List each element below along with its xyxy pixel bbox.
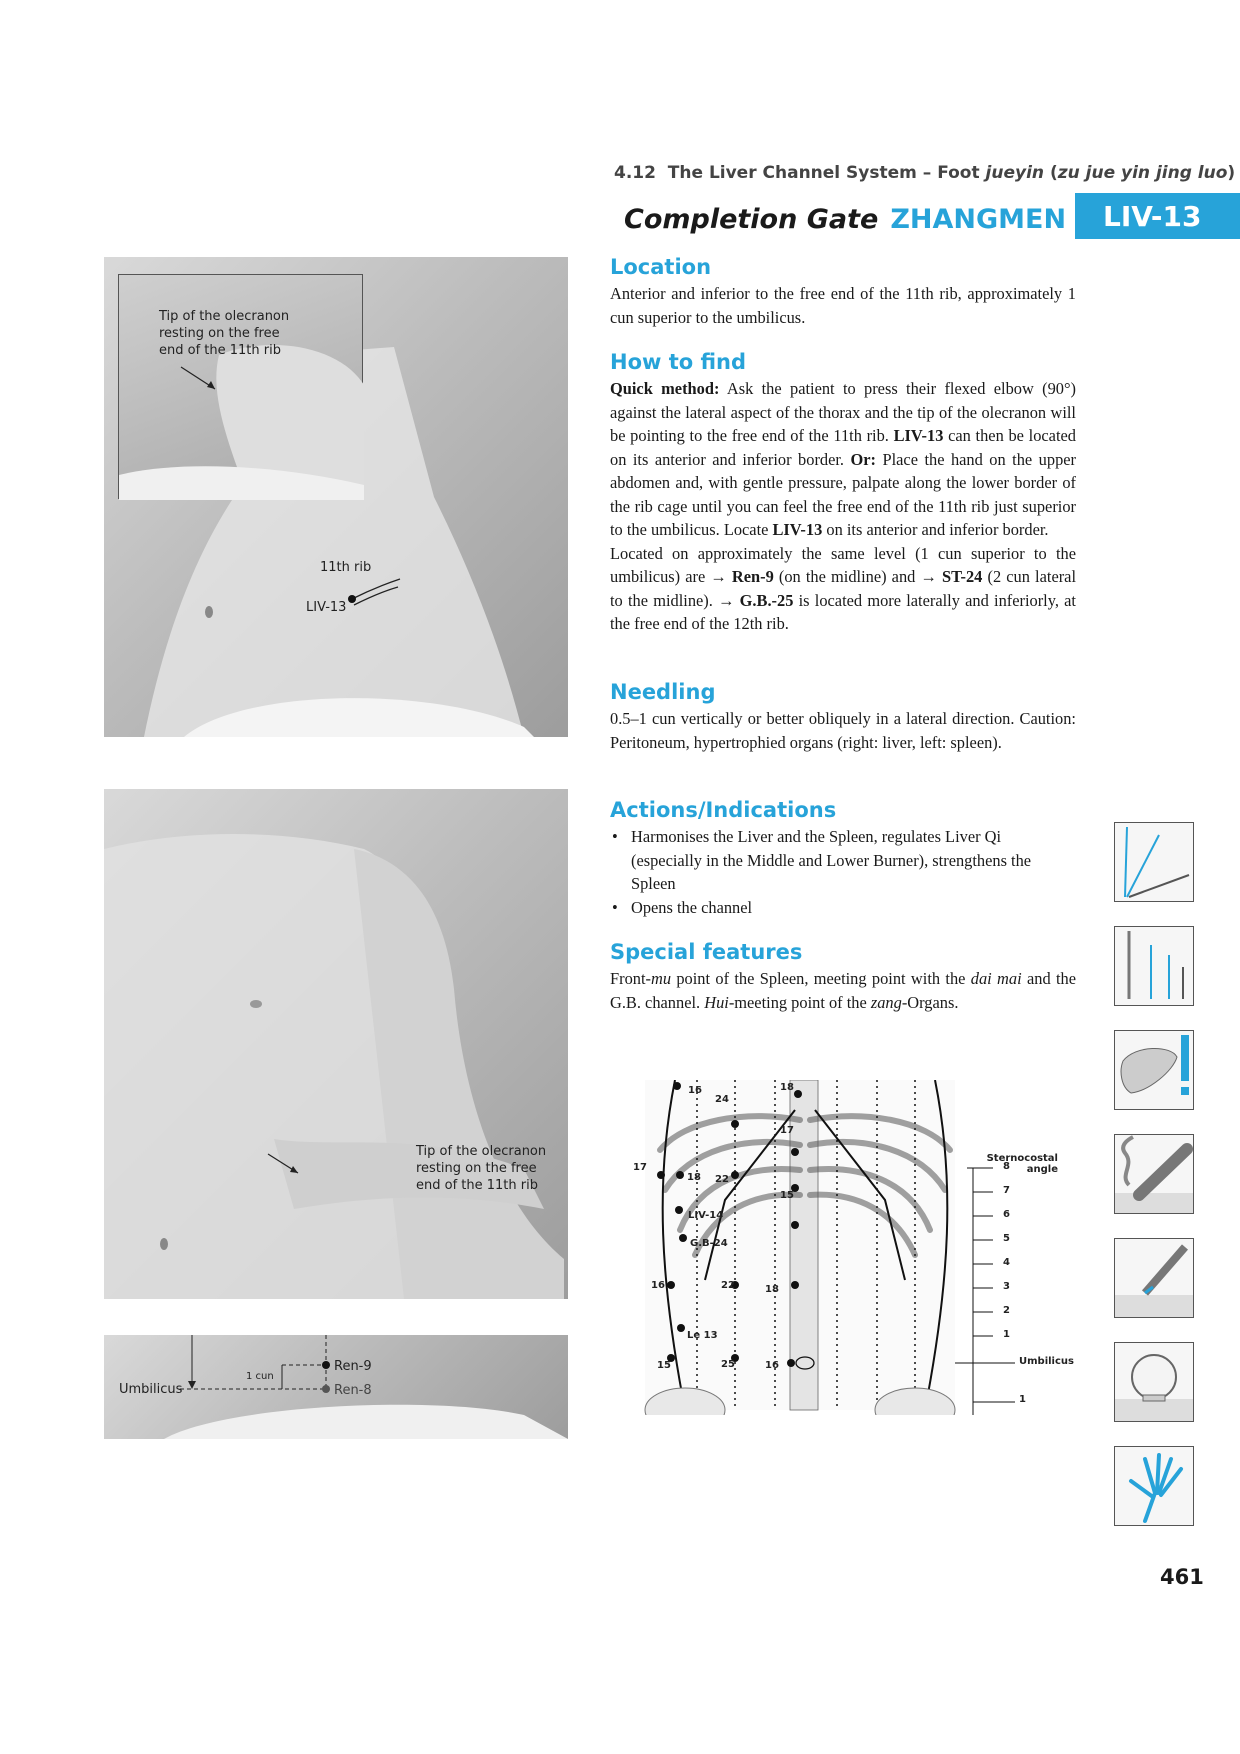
page-number: 461 [1160, 1565, 1204, 1589]
howto-p2a: Located on approximately the same level (1 cun superior to the umbilicus) are [610, 543, 1076, 586]
diagram-label: 18 [780, 1082, 794, 1093]
cutaneous-needle-drawing [1115, 1239, 1193, 1317]
actions-heading: Actions/Indications [610, 798, 837, 822]
diagram-label: 17 [633, 1162, 647, 1173]
howto-text-1 [610, 377, 1076, 542]
howto-p1c: Place the hand on the upper abdomen and, with gentle pressure, palpate along the lower border of the rib cage until you can feel the free end of the 11th rib just superior to the umbilicus. Locate [610, 449, 1076, 539]
umbilicus-scale-label: Umbilicus [1019, 1356, 1074, 1367]
howto-heading: How to find [610, 350, 747, 374]
needle-types-icon [1114, 926, 1194, 1006]
ref-ren9: → Ren-9 [710, 567, 774, 586]
inset-photo [118, 274, 363, 499]
special-mu: mu [650, 969, 672, 988]
howto-liv13-a: LIV-13 [893, 426, 944, 445]
diagram-label: 17 [780, 1125, 794, 1136]
diagram-label: 22 [721, 1280, 735, 1291]
photo-top [104, 257, 568, 737]
actions-list [610, 825, 1076, 919]
ref-st24: → ST-24 [920, 567, 983, 586]
special-dai-mai: dai mai [970, 969, 1022, 988]
liv13-label: LIV-13 [306, 600, 347, 615]
cupping-drawing [1115, 1343, 1193, 1421]
scale-label: 5 [1003, 1233, 1010, 1244]
scale-label: 8 [1003, 1161, 1010, 1172]
diagram-label: 18 [687, 1172, 701, 1183]
ribcage-drawing [615, 1080, 1055, 1415]
diagram-label: 16 [765, 1360, 779, 1371]
ren9-label: Ren-9 [334, 1359, 372, 1374]
moxa-stick-icon [1114, 1134, 1194, 1214]
ribcage-diagram [615, 1080, 1074, 1415]
diagram-label: 24 [715, 1094, 729, 1105]
sternocostal-label: Sternocostal angle [986, 1153, 1058, 1175]
chapter-paren-close: ) [1227, 163, 1236, 183]
special-heading: Special features [610, 940, 803, 964]
actions-item: • Harmonises the Liver and the Spleen, regulates Liver Qi (especially in the Middle and Lower Burner), strengthens the Spleen [610, 825, 1076, 896]
torso-illustration-middle [104, 789, 568, 1299]
diagram-label: 25 [721, 1359, 735, 1370]
actions-section [610, 798, 1076, 919]
howto-text-2 [610, 542, 1076, 636]
diagram-label: 15 [780, 1190, 794, 1201]
chapter-jueyin: jueyin [985, 163, 1045, 183]
scale-label: 1 [1019, 1394, 1026, 1405]
howto-p2c: (2 cun lateral to the midline). [610, 567, 1077, 610]
rib-label: 11th rib [320, 560, 372, 575]
chapter-number: 4.12 [614, 163, 656, 183]
special-zang: zang [870, 992, 902, 1012]
liv13-point-dot [348, 595, 356, 603]
photo-bottom [104, 1335, 568, 1439]
howto-or: Or: [850, 449, 876, 469]
special-section [610, 940, 1076, 1014]
cun-label: 1 cun [246, 1371, 274, 1382]
diagram-label-le13: Le 13 [687, 1330, 718, 1341]
hand-bones-drawing [1115, 1447, 1193, 1525]
ref-gb25: → G.B.-25 [718, 590, 794, 610]
needling-text: 0.5–1 cun vertically or better obliquely in a lateral direction. Caution: Peritoneum, hypertrophied organs (right: liver, left: spleen). [610, 709, 1076, 752]
inset-label: Tip of the olecranon resting on the free end of the 11th rib [159, 309, 290, 358]
rib-marker [348, 573, 408, 613]
title-english: Completion Gate [624, 203, 879, 235]
howto-section [610, 350, 1076, 636]
cutaneous-needle-icon [1114, 1238, 1194, 1318]
location-section [610, 255, 1076, 329]
special-b: point of the Spleen, meeting point with the [671, 969, 971, 988]
needle-types-drawing [1115, 927, 1193, 1005]
howto-p1b: can then be located on its anterior and inferior border. [610, 426, 1076, 469]
point-code: LIV-13 [1103, 199, 1202, 233]
hand-bones-icon [1114, 1446, 1194, 1526]
location-heading: Location [610, 255, 712, 279]
diagram-label: 15 [657, 1360, 671, 1371]
cupping-icon [1114, 1342, 1194, 1422]
scale-label: 3 [1003, 1281, 1010, 1292]
actions-item: • Opens the channel [610, 896, 1076, 920]
chapter-heading [614, 163, 1235, 183]
quick-method-label: Quick method: [610, 379, 720, 398]
scale-label: 2 [1003, 1305, 1010, 1316]
point-code-badge [1075, 193, 1240, 239]
howto-p2d: is located more laterally and inferiorly, at the free end of the 12th rib. [610, 590, 1076, 633]
point-title [624, 195, 1066, 243]
scale-label: 1 [1003, 1329, 1010, 1340]
diagram-label-gb24: G.B-24 [690, 1238, 728, 1249]
howto-p1d: on its anterior and inferior border. [822, 520, 1049, 539]
diagram-label: 16 [688, 1085, 702, 1096]
location-text: Anterior and inferior to the free end of the 11th rib, approximately 1 cun superior to the umbilicus. [610, 284, 1076, 327]
umbilicus-label: Umbilicus [119, 1382, 183, 1397]
photo-middle [104, 789, 568, 1299]
scale-label: 7 [1003, 1185, 1010, 1196]
title-pinyin: ZHANGMEN [890, 203, 1067, 235]
special-c: and the G.B. channel. [610, 969, 1076, 1012]
diagram-label: 22 [715, 1174, 729, 1185]
moxa-stick-drawing [1115, 1135, 1193, 1213]
needling-section [610, 680, 1076, 754]
olecranon-label: Tip of the olecranon resting on the free end of the 11th rib [416, 1144, 547, 1193]
howto-p1a: Ask the patient to press their flexed elbow (90°) against the lateral aspect of the thorax and the tip of the olecranon will be pointing to the free end of the 11th rib. [610, 379, 1076, 445]
chapter-text: The Liver Channel System – Foot [667, 163, 980, 183]
scale-label: 4 [1003, 1257, 1010, 1268]
special-a: Front- [610, 969, 651, 988]
howto-liv13-b: LIV-13 [772, 520, 823, 539]
howto-p2b: (on the midline) and [773, 567, 921, 586]
liver-caution-icon [1114, 1030, 1194, 1110]
needle-angle-drawing [1115, 823, 1193, 901]
liver-caution-drawing [1115, 1031, 1193, 1109]
chapter-paren-open: ( [1049, 163, 1058, 183]
needle-angle-icon [1114, 822, 1194, 902]
scale-label: 6 [1003, 1209, 1010, 1220]
special-e: -Organs. [901, 992, 959, 1012]
special-d: -meeting point of the [728, 992, 871, 1012]
special-hui: Hui [704, 992, 729, 1012]
chapter-pinyin: zu jue yin jing luo [1057, 163, 1228, 183]
diagram-label: 18 [765, 1284, 779, 1295]
diagram-label-liv14: LIV-14 [688, 1210, 724, 1221]
diagram-label: 16 [651, 1280, 665, 1291]
needling-heading: Needling [610, 680, 716, 704]
ren8-label: Ren-8 [334, 1383, 372, 1398]
special-text [610, 967, 1076, 1014]
